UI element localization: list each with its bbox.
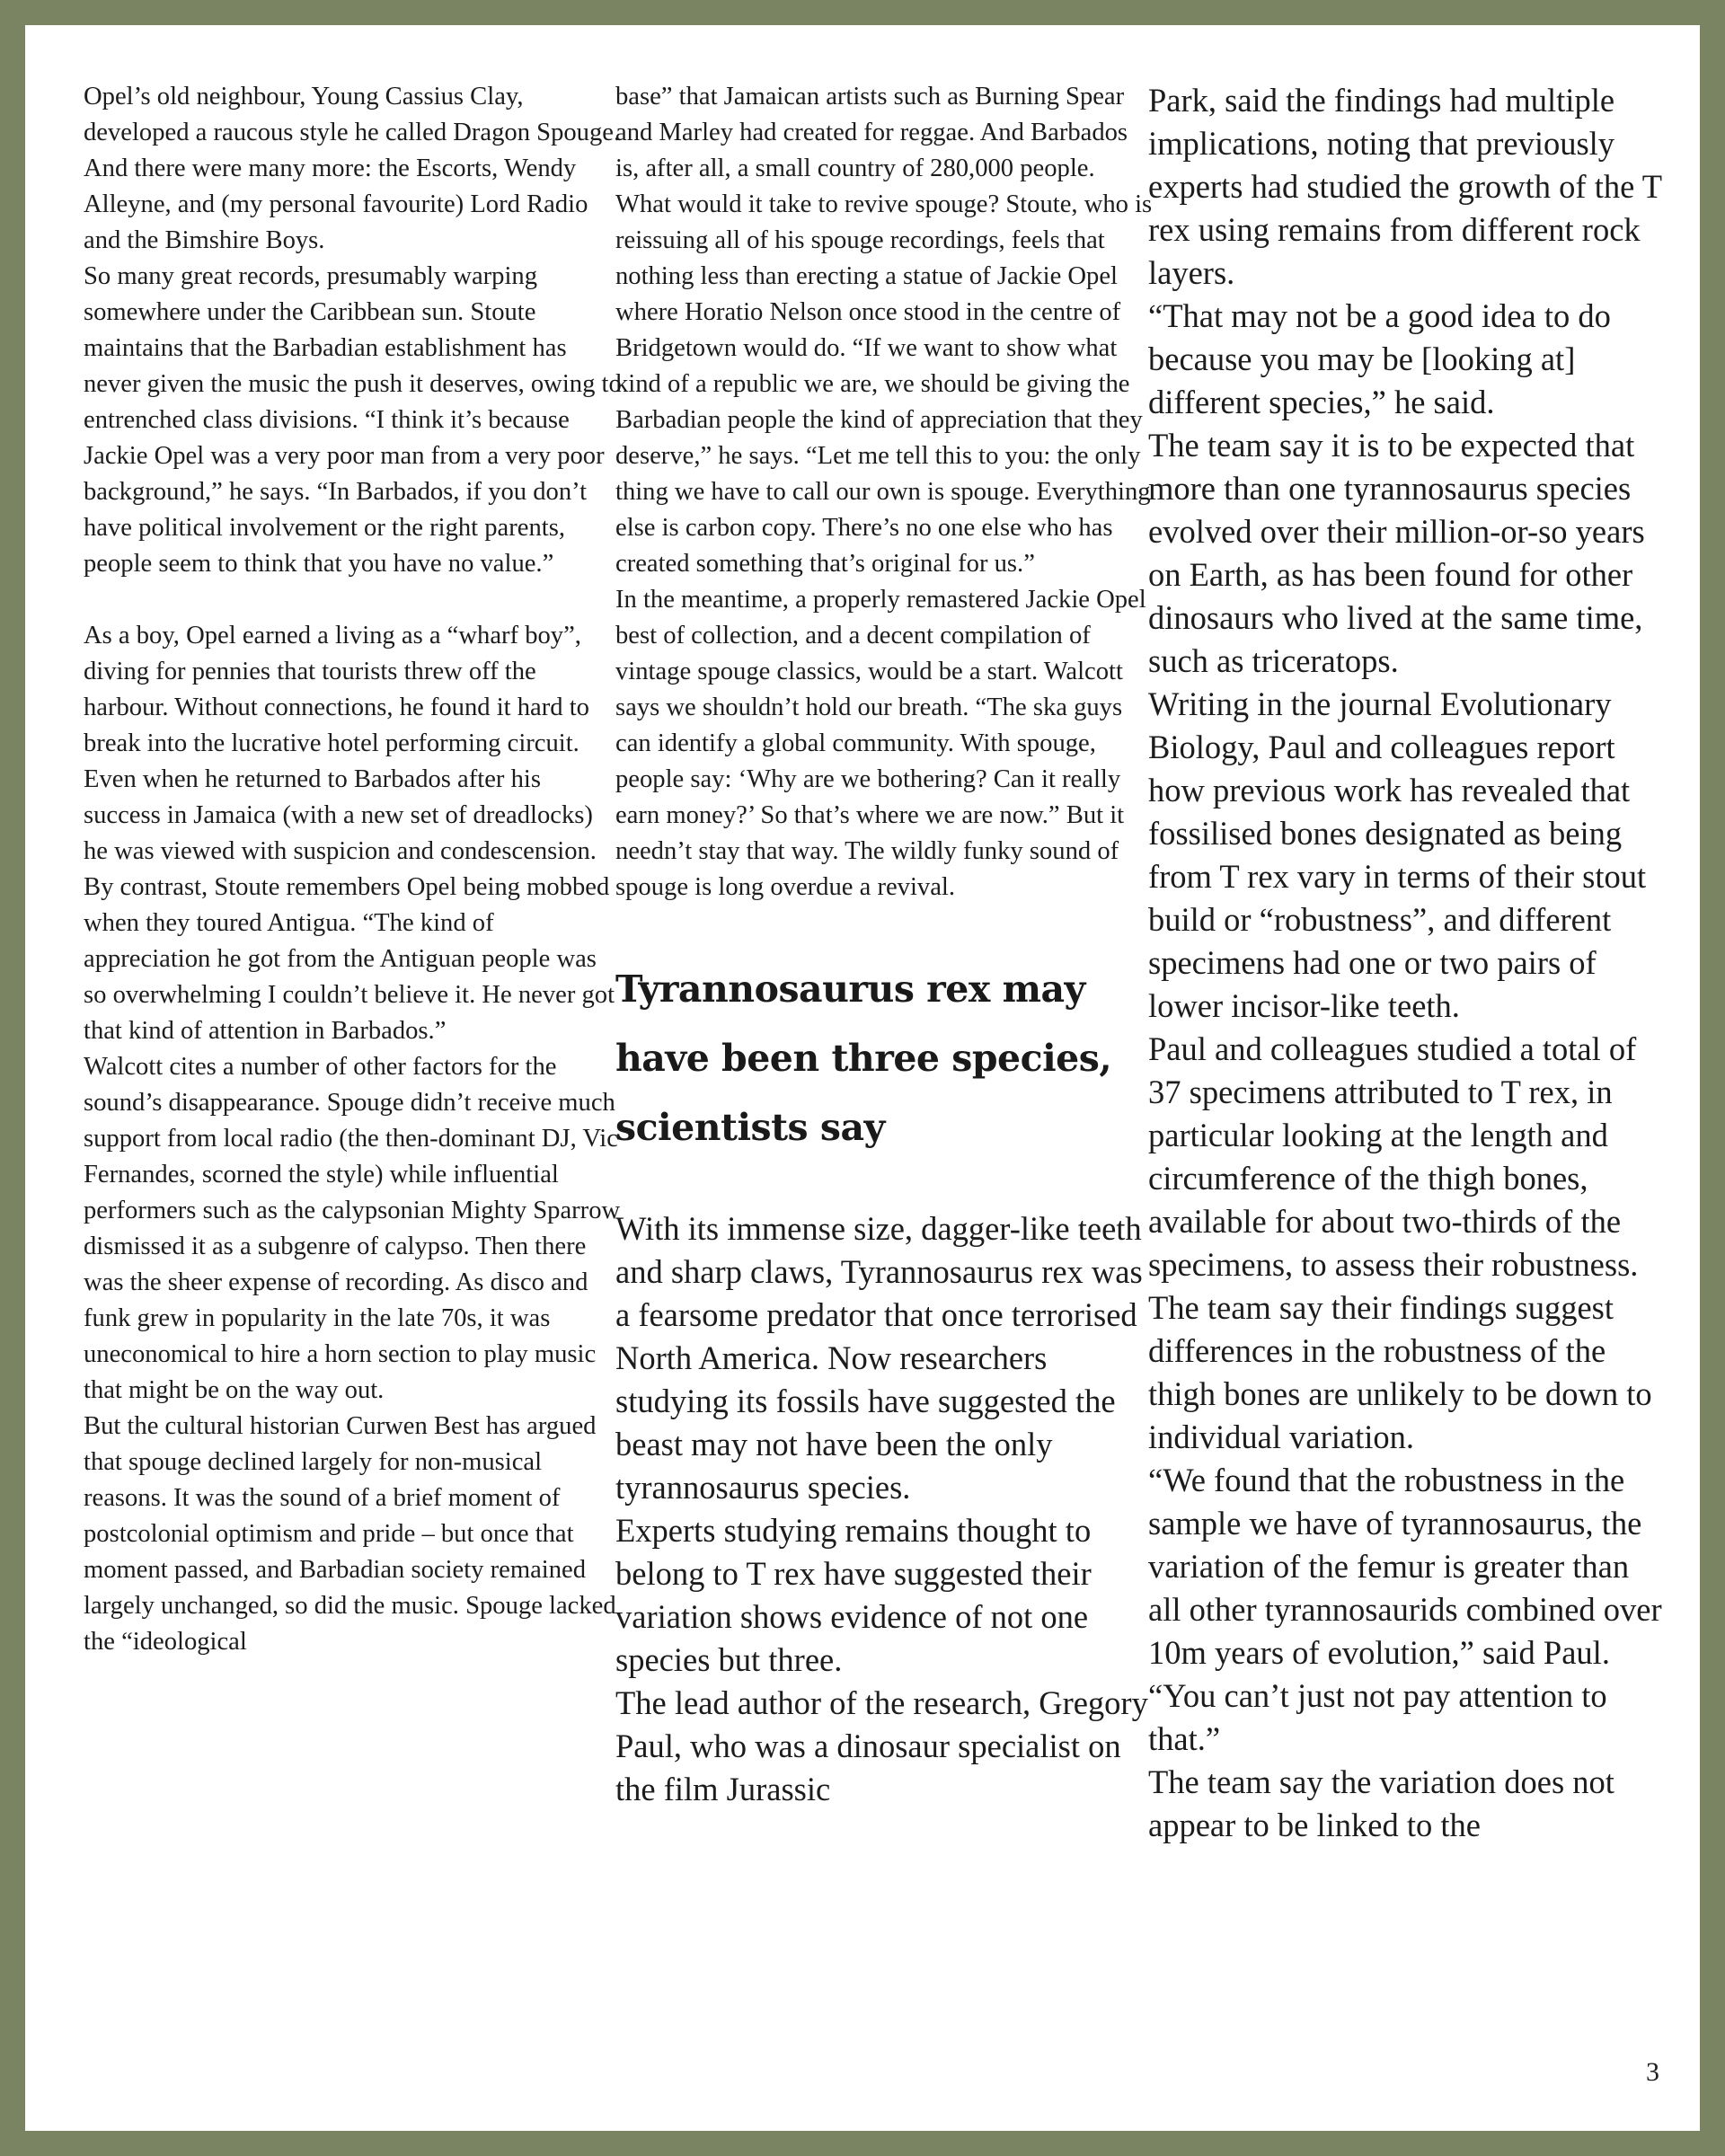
paragraph: As a boy, Opel earned a living as a “wharf boy”, diving for pennies that tourists threw off the harbour. Without connections, he found it hard to break into the lucrative hotel performing circuit. Even when he returned to Barbados after his success in Jamaica (with a new set of dreadlocks) he was viewed with suspicion and condescension. By contrast, Stoute remembers Opel being mobbed when they toured Antigua. “The kind of appreciation he got from the Antiguan people was so overwhelming I couldn’t believe it. He never got that kind of attention in Barbados.” — [84, 622, 615, 1045]
trex-article-body — [615, 1207, 1154, 1811]
paragraph: Writing in the journal Evolutionary Biology, Paul and colleagues report how previous work has revealed that fossilised bones designated as being from T rex vary in terms of their stout build or “robustness”, and different specimens had one or two pairs of lower incisor-like teeth. — [1148, 685, 1647, 1024]
paragraph: The team say it is to be expected that more than one tyrannosaurus species evolved over their million-or-so years on Earth, as has been found for other dinosaurs who lived at the same time, such as triceratops. — [1148, 427, 1645, 679]
paragraph: But the cultural historian Curwen Best has argued that spouge declined largely for non-musical reasons. It was the sound of a brief moment of postcolonial optimism and pride – but once that moment passed, and Barbadian society remained largely unchanged, so did the music. Spouge lacked the “ideological — [84, 1412, 616, 1656]
paragraph: “That may not be a good idea to do because you may be [looking at] different species,” he said. — [1148, 297, 1611, 420]
column-right — [1148, 79, 1669, 1847]
paragraph: base” that Jamaican artists such as Burning Spear and Marley had created for reggae. And Barbados is, after all, a small country of 280,000 people. — [615, 83, 1128, 182]
paragraph: Paul and colleagues studied a total of 37 specimens attributed to T rex, in particular looking at the length and circumference of the thigh bones, available for about two-thirds of the specimens, to assess their robustness. — [1148, 1030, 1639, 1283]
article-headline: Tyrannosaurus rex may have been three species, scientists say — [615, 968, 1112, 1149]
magazine-page — [25, 25, 1700, 2131]
paragraph: The lead author of the research, Gregory Paul, who was a dinosaur specialist on the film Jurassic — [615, 1684, 1148, 1807]
column-middle — [615, 79, 1154, 1811]
spouge-article-continuation — [615, 79, 1154, 906]
column-left — [84, 79, 623, 1660]
paragraph: Park, said the findings had multiple implications, noting that previously experts had studied the growth of the T rex using remains from different rock layers. — [1148, 82, 1662, 291]
paragraph: So many great records, presumably warping somewhere under the Caribbean sun. Stoute maintains that the Barbadian establishment has never given the music the push it deserves, owing to entrenched class divisions. “I think it’s because Jackie Opel was a very poor man from a very poor background,” he says. “In Barbados, if you don’t have political involvement or the right parents, people seem to think that you have no value.” — [84, 262, 622, 578]
paragraph: Experts studying remains thought to belong to T rex have suggested their variation shows evidence of not one species but three. — [615, 1512, 1092, 1678]
paragraph: Walcott cites a number of other factors for the sound’s disappearance. Spouge didn’t receive much support from local radio (the then-dominant DJ, Vic Fernandes, scorned the style) while influential performers such as the calypsonian Mighty Sparrow dismissed it as a subgenre of calypso. Then there was the sheer expense of recording. As disco and funk grew in popularity in the late 70s, it was uneconomical to hire a horn section to play music that might be on the way out. — [84, 1053, 621, 1404]
paragraph: What would it take to revive spouge? Stoute, who is reissuing all of his spouge recordings, feels that nothing less than erecting a statue of Jackie Opel where Horatio Nelson once stood in the centre of Bridgetown would do. “If we want to show what kind of a republic we are, we should be giving the Barbadian people the kind of appreciation that they deserve,” he says. “Let me tell this to you: the only thing we have to call our own is spouge. Everything else is carbon copy. There’s no one else who has created something that’s original for us.” — [615, 190, 1153, 578]
paragraph: The team say their findings suggest differences in the robustness of the thigh bones are unlikely to be down to individual variation. — [1148, 1289, 1652, 1455]
paragraph: With its immense size, dagger-like teeth and sharp claws, Tyrannosaurus rex was a fearsome predator that once terrorised North America. Now researchers studying its fossils have suggested the beast may not have been the only tyrannosaurus species. — [615, 1210, 1143, 1506]
paragraph: In the meantime, a properly remastered Jackie Opel best of collection, and a decent compilation of vintage spouge classics, would be a start. Walcott says we shouldn’t hold our breath. “The ska guys can identify a global community. With spouge, people say: ‘Why are we bothering? Can it really earn money?’ So that’s where we are now.” But it needn’t stay that way. The wildly funky sound of spouge is long overdue a revival. — [615, 586, 1146, 901]
paragraph: Opel’s old neighbour, Young Cassius Clay, developed a raucous style he called Dragon Spouge. And there were many more: the Escorts, Wendy Alleyne, and (my personal favourite) Lord Radio and the Bimshire Boys. — [84, 83, 621, 254]
page-number: 3 — [1646, 2057, 1659, 2087]
paragraph: The team say the variation does not appear to be linked to the — [1148, 1763, 1614, 1843]
paragraph: “We found that the robustness in the sample we have of tyrannosaurus, the variation of the femur is greater than all other tyrannosaurids combined over 10m years of evolution,” said Paul. “You can’t just not pay attention to that.” — [1148, 1462, 1662, 1757]
